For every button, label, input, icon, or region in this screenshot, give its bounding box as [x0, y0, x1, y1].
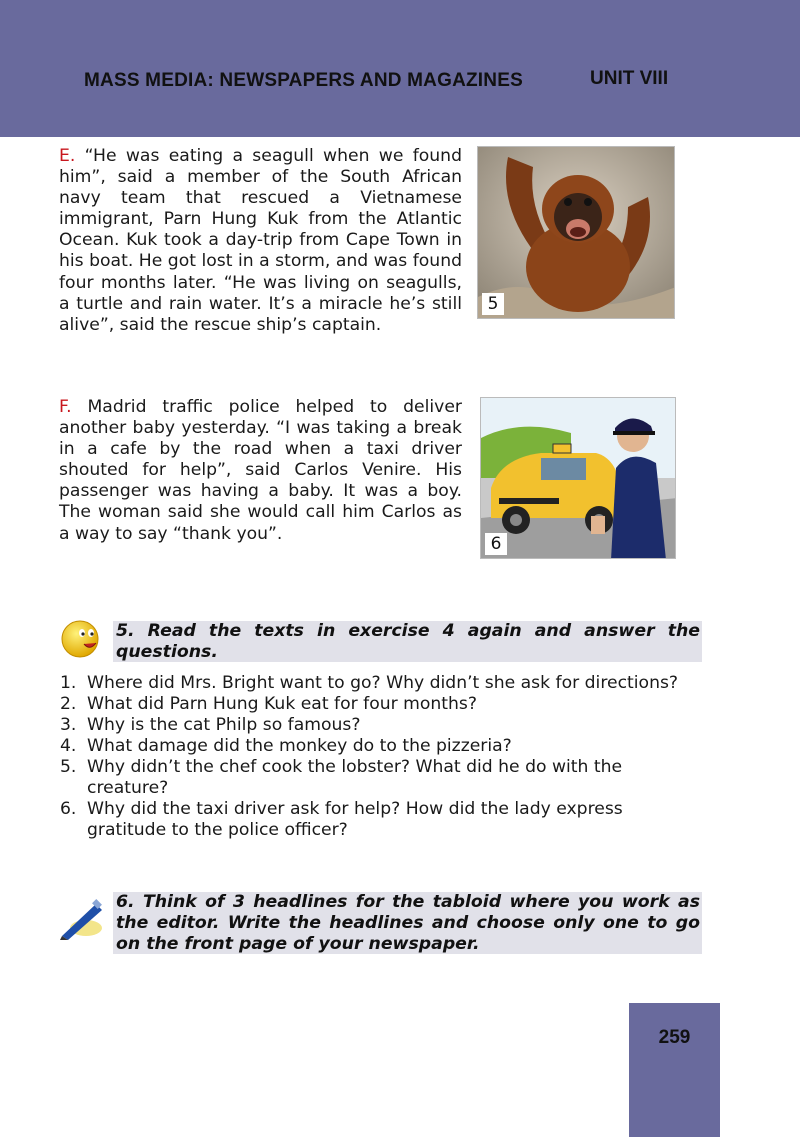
exercise-5-instruction: 5. Read the texts in exercise 4 again and answer the questions. [116, 621, 700, 662]
smiley-icon [60, 618, 102, 660]
page-number: 259 [658, 1027, 691, 1048]
story-text: Madrid traffic police helped to deliver another baby yesterday. “I was taking a break in a cafe by the road when a taxi driver shouted for help”, said Carlos Venire. His passenger was having a baby. It was a boy. The woman said she would call him Carlos as a way to say “thank you”. [59, 397, 462, 544]
story-f [59, 397, 462, 545]
story-text: “He was eating a seagull when we found him”, said a member of the South African navy team that rescued a Vietnamese immigrant, Parn Hung Kuk from the Atlantic Ocean. Kuk took a day-trip from Cape Town in his boat. He got lost in a storm, and was found four months later. “He was living on seagulls, a turtle and rain water. It’s a miracle he’s still alive”, said the rescue ship’s captain. [59, 146, 462, 335]
exercise-6-instruction: 6. Think of 3 headlines for the tabloid where you work as the editor. Write the headlines and choose only one to go on the front page of your newspaper. [116, 892, 700, 954]
taxi-police-photo [480, 397, 676, 559]
list-item: 3. Why is the cat Philp so famous? [60, 715, 361, 735]
list-item: 6. Why did the taxi driver ask for help? How did the lady express gratitude to the police officer? [60, 799, 623, 840]
story-e [59, 146, 462, 336]
story-letter: F. [59, 397, 72, 417]
list-item: 5. Why didn’t the chef cook the lobster? What did he do with the creature? [60, 757, 623, 798]
header-band [0, 0, 800, 137]
chapter-title: MASS MEDIA: NEWSPAPERS AND MAGAZINES [84, 70, 523, 91]
list-item: 4. What damage did the monkey do to the pizzeria? [60, 736, 512, 756]
orangutan-photo [477, 146, 675, 319]
exercise-5-box [113, 621, 702, 662]
question-list [60, 673, 700, 841]
photo-number: 5 [482, 293, 504, 315]
exercise-6-box [113, 892, 702, 954]
list-item: 1. Where did Mrs. Bright want to go? Why didn’t she ask for directions? [60, 673, 679, 693]
pen-icon [56, 898, 106, 940]
list-item: 2. What did Parn Hung Kuk eat for four months? [60, 694, 477, 714]
story-letter: E. [59, 146, 76, 166]
page-number-tab [629, 1003, 720, 1137]
photo-number: 6 [485, 533, 507, 555]
unit-label: UNIT VIII [590, 68, 669, 89]
